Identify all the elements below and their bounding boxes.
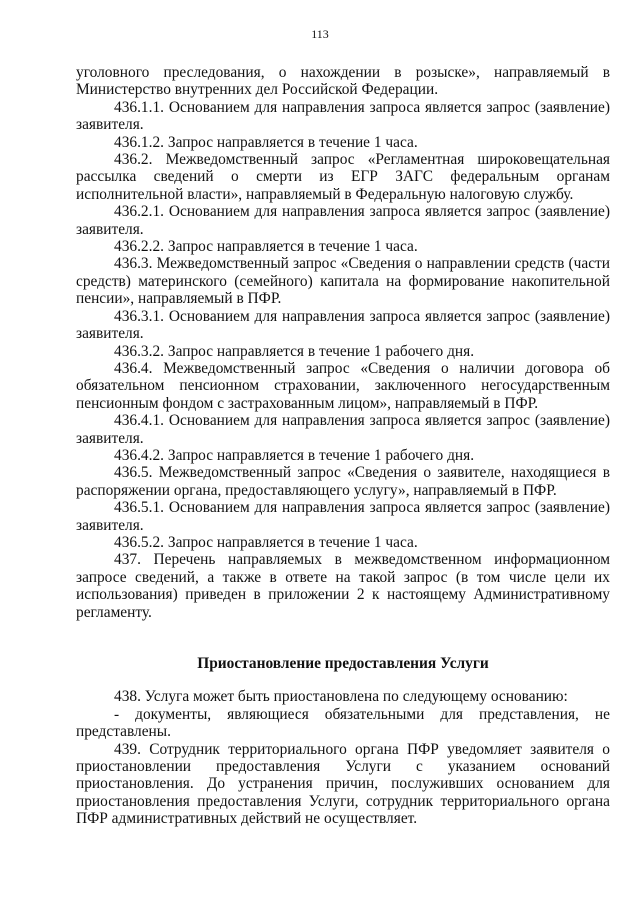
paragraph: 436.5. Межведомственный запрос «Сведения о заявителе, находящиеся в распоряжении органа, предоставляющего услугу», направляемый в ПФР. <box>76 464 610 499</box>
spacer <box>76 672 610 688</box>
section-heading: Приостановление предоставления Услуги <box>197 655 489 672</box>
paragraph: 436.5.2. Запрос направляется в течение 1 часа. <box>114 533 418 551</box>
paragraphs-bottom <box>76 688 610 827</box>
paragraph: 436.2.1. Основанием для направления запроса является запрос (заявление) заявителя. <box>76 203 610 238</box>
page-number: 113 <box>311 27 329 41</box>
paragraph: 436.4.1. Основанием для направления запроса является запрос (заявление) заявителя. <box>76 412 610 447</box>
paragraphs-top <box>76 64 610 621</box>
paragraph: 436.5.1. Основанием для направления запроса является запрос (заявление) заявителя. <box>76 499 610 534</box>
spacer <box>76 621 610 655</box>
document-body <box>76 64 610 828</box>
paragraph: - документы, являющиеся обязательными для представления, не представлены. <box>76 705 610 741</box>
paragraph: уголовного преследования, о нахождении в розыске», направляемый в Министерство внутренних дел Российской Федерации. <box>76 64 610 99</box>
paragraph: 439. Сотрудник территориального органа ПФР уведомляет заявителя о приостановлении предоставления Услуги с указанием оснований приостановления. До устранения причин, послуживших основанием для приостановления предоставления Услуги, сотрудник территориального органа ПФР административных действий не осуществляет. <box>76 740 610 828</box>
paragraph: 436.4. Межведомственный запрос «Сведения о наличии договора об обязательном пенсионном страховании, заключенного негосударственным пенсионным фондом с застрахованным лицом», направляемый в ПФР. <box>76 359 610 412</box>
paragraph: 436.3.1. Основанием для направления запроса является запрос (заявление) заявителя. <box>76 307 610 343</box>
paragraph: 436.2.2. Запрос направляется в течение 1 часа. <box>114 238 418 256</box>
paragraph: 436.3. Межведомственный запрос «Сведения о направлении средств (части средств) материнского (семейного) капитала на формирование накопительной пенсии», направляемый в ПФР. <box>76 255 610 308</box>
paragraph: 436.3.2. Запрос направляется в течение 1 рабочего дня. <box>114 342 475 360</box>
paragraph: 436.1.2. Запрос направляется в течение 1 часа. <box>114 133 418 151</box>
paragraph: 436.2. Межведомственный запрос «Регламентная широковещательная рассылка сведений о смерти из ЕГР ЗАГС федеральным органам исполнительной власти», направляемый в Федеральную налоговую службу. <box>76 151 610 203</box>
paragraph: 436.4.2. Запрос направляется в течение 1 рабочего дня. <box>114 446 475 464</box>
paragraph: 436.1.1. Основанием для направления запроса является запрос (заявление) заявителя. <box>76 98 610 134</box>
paragraph: 438. Услуга может быть приостановлена по следующему основанию: <box>114 688 568 706</box>
paragraph: 437. Перечень направляемых в межведомственном информационном запросе сведений, а также в ответе на такой запрос (в том числе цели их использования) приведен в приложении 2 к настоящему Административному регламенту. <box>76 551 610 621</box>
